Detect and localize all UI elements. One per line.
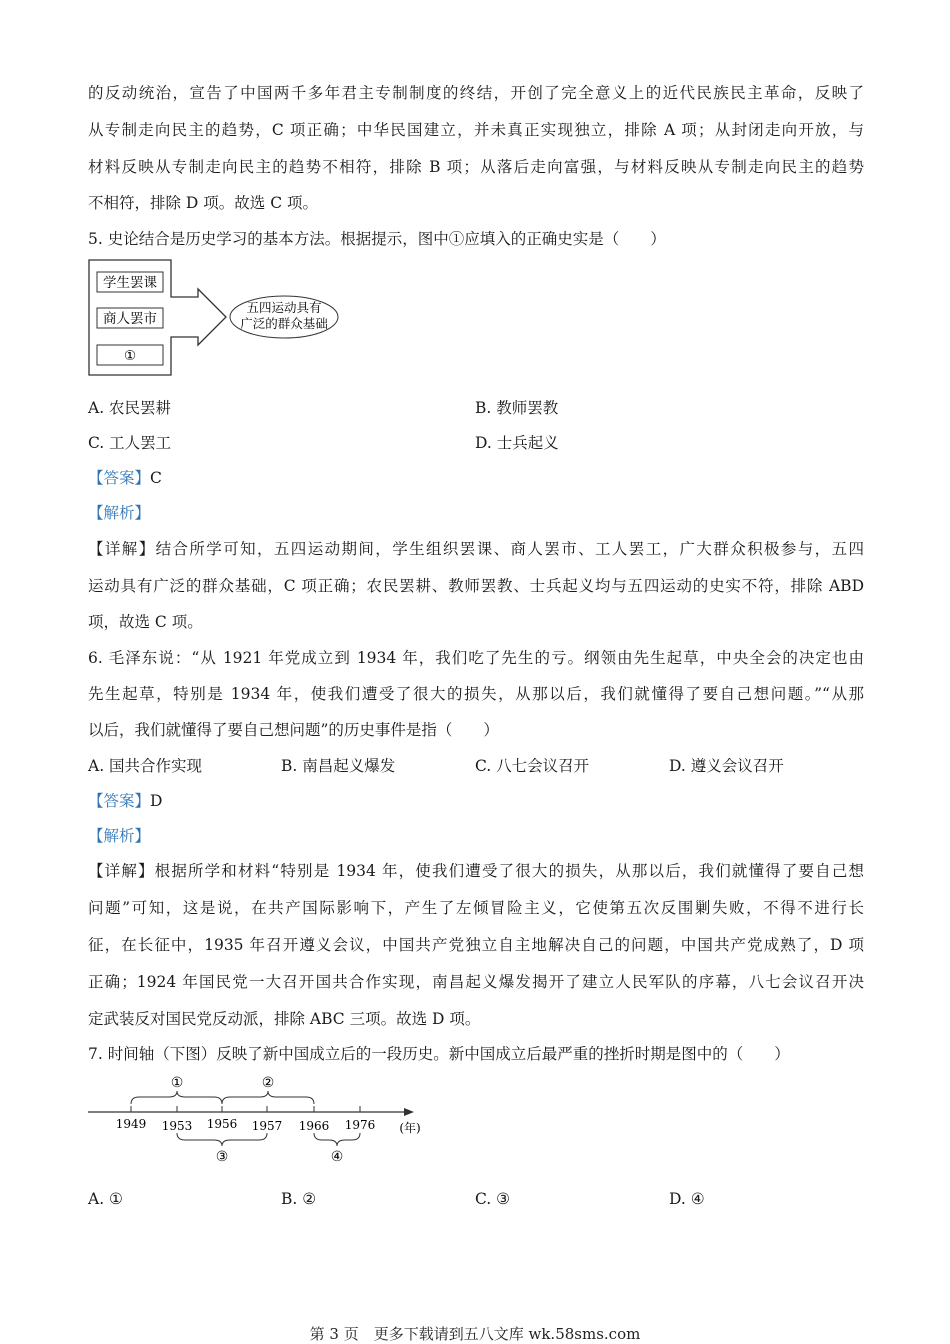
q7-option-c: C. ③ — [475, 1190, 511, 1208]
q7-option-a: A. ① — [88, 1190, 123, 1208]
brace-3 — [177, 1133, 267, 1146]
detail-tag: 【详解】 — [88, 862, 155, 880]
answer-tag: 【答案】 — [88, 792, 151, 810]
q6-option-a: A. 国共合作实现 — [88, 757, 203, 775]
q6-detail-line: 征，在长征中，1935 年召开遵义会议，中国共产党独立自主地解决自己的问题，中国共产党成熟了，D 项 — [88, 936, 864, 954]
q5-analysis-tag: 【解析】 — [88, 504, 151, 522]
question-6-stem: 6. 毛泽东说：“从 1921 年党成立到 1934 年，我们吃了先生的亏。纲领由先生起草，中央全会的决定也由 — [88, 649, 864, 667]
q5-detail-line — [88, 538, 864, 560]
year-label: 1957 — [251, 1119, 283, 1133]
q6-detail-line — [88, 860, 864, 882]
q5-option-c: C. 工人罢工 — [88, 434, 172, 452]
year-label: 1956 — [206, 1117, 238, 1131]
question-5-stem: 5. 史论结合是历史学习的基本方法。根据提示，图中①应填入的正确史实是（ ） — [88, 230, 666, 248]
detail-tag: 【详解】 — [88, 540, 156, 558]
brace-label-3: ③ — [215, 1149, 229, 1165]
q7-option-d: D. ④ — [669, 1190, 705, 1208]
q7-option-b: B. ② — [281, 1190, 317, 1208]
page-footer: 第 3 页 更多下载请到五八文库 wk.58sms.com — [309, 1325, 641, 1343]
q5-box-1-label: 学生罢课 — [103, 275, 157, 291]
paragraph-line: 的反动统治，宣告了中国两千多年君主专制制度的终结，开创了完全意义上的近代民族民主革命，反映了 — [88, 84, 864, 102]
year-label: 1953 — [161, 1119, 193, 1133]
q5-option-b: B. 教师罢教 — [475, 399, 559, 417]
paragraph-line: 不相符，排除 D 项。故选 C 项。 — [88, 194, 318, 212]
year-label: 1966 — [298, 1119, 330, 1133]
detail-text: 根据所学和材料“特别是 1934 年，使我们遭受了很大的损失，从那以后，我们就懂得了要自己想 — [154, 862, 864, 880]
q6-detail-line: 问题”可知，这是说，在共产国际影响下，产生了左倾冒险主义，它使第五次反围剿失败，不得不进行长 — [88, 899, 864, 917]
q6-detail-line: 定武装反对国民党反动派，排除 ABC 三项。故选 D 项。 — [88, 1010, 481, 1028]
detail-text: 结合所学可知，五四运动期间，学生组织罢课、商人罢市、工人罢工，广大群众积极参与，五四 — [155, 540, 864, 558]
brace-label-4: ④ — [330, 1149, 344, 1165]
answer-value: D — [150, 792, 163, 810]
q7-timeline — [88, 1068, 433, 1168]
brace-label-2: ② — [261, 1075, 275, 1091]
q5-diagram — [88, 259, 348, 377]
timeline-unit: (年) — [399, 1121, 421, 1135]
question-6-stem: 以后，我们就懂得了要自己想问题”的历史事件是指（ ） — [88, 721, 499, 739]
brace-1 — [131, 1091, 222, 1104]
q5-box-2-label: 商人罢市 — [103, 311, 157, 327]
q6-detail-line: 正确；1924 年国民党一大召开国共合作实现，南昌起义爆发揭开了建立人民军队的序幕，八七会议召开决 — [88, 973, 864, 991]
brace-label-1: ① — [170, 1075, 184, 1091]
q5-option-d: D. 士兵起义 — [475, 434, 559, 452]
q5-ellipse-line-1: 五四运动具有 — [246, 300, 322, 315]
year-label: 1976 — [344, 1118, 376, 1132]
q5-detail-line: 运动具有广泛的群众基础，C 项正确；农民罢耕、教师罢教、士兵起义均与五四运动的史实不符，排除 ABD — [88, 577, 864, 595]
brace-2 — [222, 1091, 314, 1104]
paragraph-line: 材料反映从专制走向民主的趋势不相符，排除 B 项；从落后走向富强，与材料反映从专制走向民主的趋势 — [88, 158, 864, 176]
q6-analysis-tag: 【解析】 — [88, 827, 151, 845]
q5-ellipse-line-2: 广泛的群众基础 — [240, 316, 328, 331]
year-label: 1949 — [115, 1117, 147, 1131]
q6-option-d: D. 遵义会议召开 — [669, 757, 784, 775]
question-6-stem: 先生起草，特别是 1934 年，使我们遭受了很大的损失，从那以后，我们就懂得了要自己想问题。”“从那 — [88, 685, 864, 703]
timeline-arrow — [404, 1108, 414, 1116]
q5-box-3-label: ① — [123, 348, 137, 364]
brace-4 — [314, 1133, 360, 1146]
q6-answer — [88, 790, 162, 812]
q6-option-c: C. 八七会议召开 — [475, 757, 590, 775]
q5-answer — [88, 467, 162, 489]
q6-option-b: B. 南昌起义爆发 — [281, 757, 396, 775]
q5-option-a: A. 农民罢耕 — [88, 399, 172, 417]
answer-tag: 【答案】 — [88, 469, 151, 487]
paragraph-line: 从专制走向民主的趋势，C 项正确；中华民国建立，并未真正实现独立，排除 A 项；从封闭走向开放，与 — [88, 121, 864, 139]
q5-detail-line: 项，故选 C 项。 — [88, 613, 203, 631]
answer-value: C — [150, 469, 162, 487]
question-7-stem: 7. 时间轴（下图）反映了新中国成立后的一段历史。新中国成立后最严重的挫折时期是图中的（ ） — [88, 1045, 790, 1063]
